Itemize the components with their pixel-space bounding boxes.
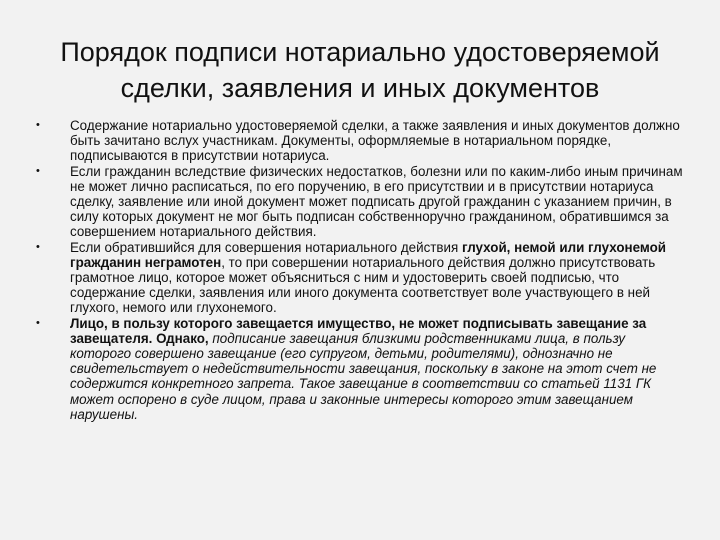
bullet-list [36, 118, 686, 422]
slide-title-line-1: Порядок подписи нотариально удостоверяемой [60, 37, 660, 67]
bullet-text-3-part2: , то при совершении нотариального действия должно присутствовать грамотное лицо, которое может объясниться с ним и удостоверить своей подписью, что содержание сделки, заявления или иного документа соответствует воле участвующего в ней глухого, немого или глухонемого. [70, 254, 656, 316]
bullet-marker: • [36, 240, 40, 253]
bullet-marker: • [36, 316, 40, 329]
bullet-text-3-bold: глухой, немой или глухонемой гражданин неграмотен [70, 239, 667, 270]
bullet-text-1: Содержание нотариально удостоверяемой сделки, а также заявления и иных документов должно быть зачитано вслух участникам. Документы, оформляемые в нотариальном порядке, подписываются в присутствии нотариуса. [70, 118, 680, 164]
bullet-text-3-part1: Если обратившийся для совершения нотариального действия [70, 239, 462, 255]
bullet-marker: • [36, 119, 40, 131]
slide-title [20, 34, 700, 106]
bullet-item-1 [36, 118, 686, 164]
bullet-text-4-bold: Лицо, в пользу которого завещается имущество, не может подписывать завещание за завещателя. Однако, [70, 315, 647, 346]
bullet-item-2 [36, 164, 686, 240]
slide-title-line-2: сделки, заявления и иных документов [120, 73, 600, 103]
bullet-item-4 [36, 316, 686, 422]
bullet-text-4-italic: подписание завещания близкими родственниками лица, в пользу которого совершено завещание (его супругом, детьми, родителями), однозначно не свидетельствует о недействительности завещания, поскольку в законе на этот счет не содержится конкретного запрета. Такое завещание в соответствии со статьей 1131 ГК может оспорено в суде лицом, права и законные интересы которого этим завещанием нарушены. [70, 330, 657, 422]
bullet-item-3 [36, 240, 686, 316]
bullet-marker: • [36, 164, 40, 177]
bullet-text-2: Если гражданин вследствие физических недостатков, болезни или по каким-либо иным причинам не может лично расписаться, по его поручению, в его присутствии и в присутствии нотариуса сделку, заявление или иной документ может подписать другой гражданин с указанием причин, в силу которых документ не мог быть подписан собственноручно гражданином, обратившимся за совершением нотариального действия. [70, 163, 683, 240]
